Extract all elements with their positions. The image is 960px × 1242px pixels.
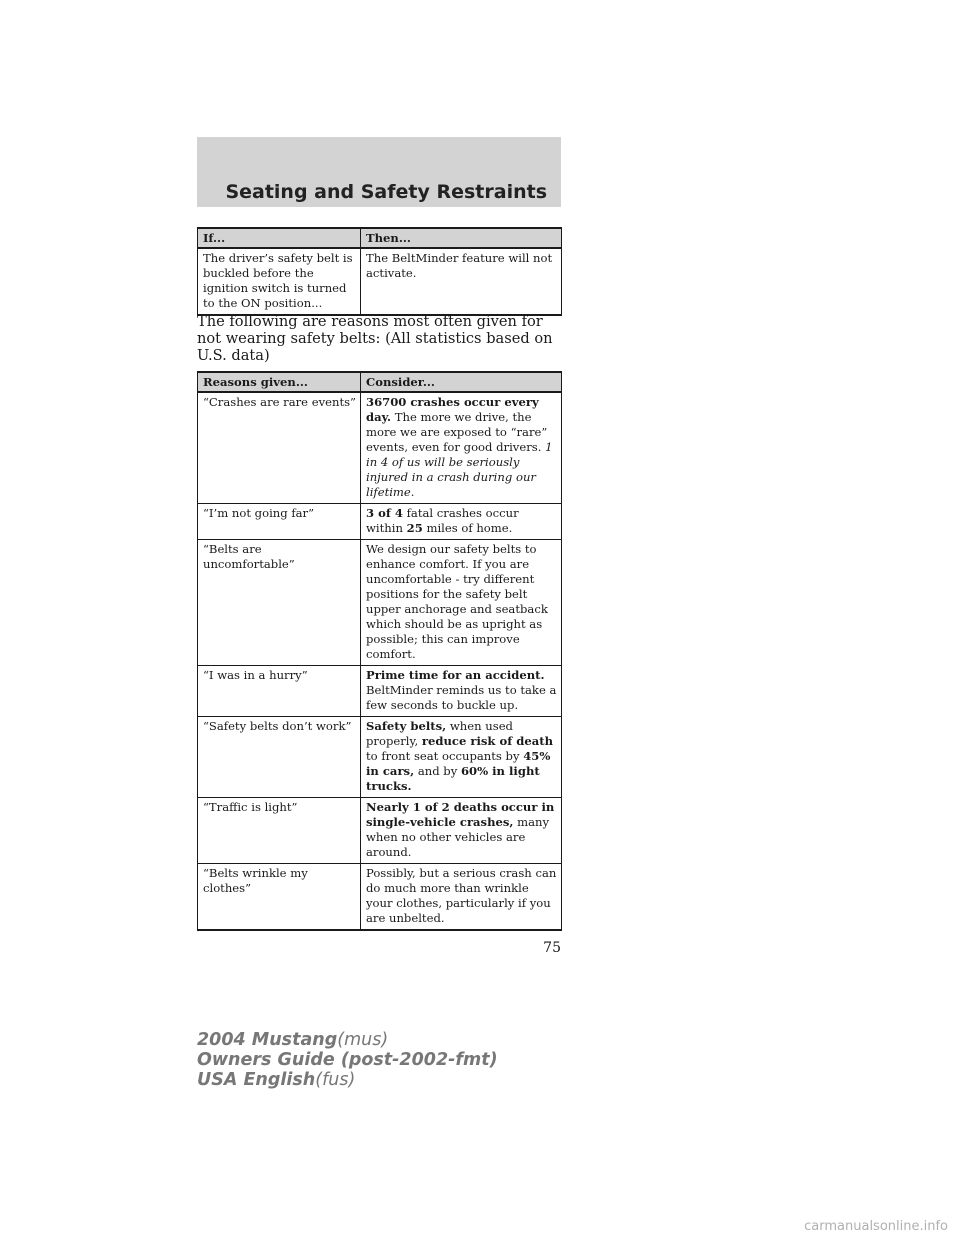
table-row — [198, 864, 562, 931]
consider-cell — [361, 392, 562, 504]
page-number: 75 — [543, 940, 561, 956]
consider-cell — [361, 798, 562, 864]
beltminder-condition-table — [197, 227, 562, 316]
consider-text: 60% in light trucks. — [366, 764, 540, 793]
section-title: Seating and Safety Restraints — [225, 181, 547, 203]
reasons-table-body — [198, 392, 562, 930]
consider-text: Nearly 1 of 2 deaths occur in single-vehicle crashes, — [366, 800, 555, 829]
consider-text: and by — [417, 764, 458, 778]
header-band — [197, 137, 561, 207]
footer-line-guide — [197, 1050, 498, 1070]
table-row — [198, 248, 562, 315]
consider-text: Safety belts, — [366, 719, 447, 733]
consider-cell — [361, 504, 562, 540]
column-header-consider: Consider... — [361, 372, 562, 392]
consider-cell — [361, 864, 562, 931]
reason-cell: “Safety belts don’t work” — [198, 717, 361, 798]
condition-cell: The driver’s safety belt is buckled before the ignition switch is turned to the ON position... — [198, 248, 361, 315]
footer-guide: Owners Guide (post-2002-fmt) — [197, 1050, 498, 1070]
consider-text: 45% in cars, — [366, 749, 551, 778]
footer-line-language — [197, 1070, 498, 1090]
column-header-reasons: Reasons given... — [198, 372, 361, 392]
consider-text: We design our safety belts to enhance comfort. If you are uncomfortable - try different positions for the safety belt upper anchorage and seatback which should be as upright as possible; this can improve comfort. — [366, 542, 548, 661]
footer-language: USA English — [197, 1070, 316, 1090]
consider-cell — [361, 666, 562, 717]
table-row — [198, 392, 562, 504]
footer-line-model — [197, 1030, 498, 1050]
table-row — [198, 717, 562, 798]
document-footer — [197, 1030, 498, 1090]
table-row — [198, 504, 562, 540]
consider-text: miles of home. — [426, 521, 513, 535]
consider-text: 36700 crashes occur every day. — [366, 395, 539, 424]
consider-text: Prime time for an accident. — [366, 668, 545, 682]
consider-text: 1 in 4 of us will be seriously injured in a crash during our lifetime. — [366, 440, 553, 499]
reason-cell: “Traffic is light” — [198, 798, 361, 864]
column-header-if: If... — [198, 228, 361, 248]
reason-cell: “I was in a hurry” — [198, 666, 361, 717]
consider-cell — [361, 717, 562, 798]
table-header-row — [198, 228, 562, 248]
consider-text: 3 of 4 — [366, 506, 403, 520]
footer-model-code: (mus) — [337, 1030, 389, 1050]
reason-cell: “Belts wrinkle my clothes” — [198, 864, 361, 931]
consider-text: The more we drive, the more we are exposed to “rare” events, even for good drivers. — [366, 410, 548, 454]
table-row — [198, 540, 562, 666]
watermark: carmanualsonline.info — [804, 1219, 948, 1234]
consider-text: Possibly, but a serious crash can do much more than wrinkle your clothes, particularly if you are unbelted. — [366, 866, 557, 925]
consider-text: when used properly, — [366, 719, 513, 748]
reason-cell: “Belts are uncomfortable” — [198, 540, 361, 666]
column-header-then: Then... — [361, 228, 562, 248]
intro-paragraph: The following are reasons most often given for not wearing safety belts: (All statistics based on U.S. data) — [197, 313, 553, 364]
table-row — [198, 666, 562, 717]
consider-text: to front seat occupants by — [366, 749, 520, 763]
reason-cell: “Crashes are rare events” — [198, 392, 361, 504]
table-header-row — [198, 372, 562, 392]
footer-model: 2004 Mustang — [197, 1030, 338, 1050]
table-row — [198, 798, 562, 864]
reasons-table — [197, 371, 562, 931]
result-cell: The BeltMinder feature will not activate. — [361, 248, 562, 315]
consider-text: BeltMinder reminds us to take a few seconds to buckle up. — [366, 683, 557, 712]
consider-text: fatal crashes occur within — [366, 506, 519, 535]
consider-text: many when no other vehicles are around. — [366, 815, 550, 859]
consider-text: 25 — [406, 521, 423, 535]
consider-cell — [361, 540, 562, 666]
footer-language-code: (fus) — [315, 1070, 356, 1090]
reason-cell: “I’m not going far” — [198, 504, 361, 540]
consider-text: reduce risk of death — [421, 734, 553, 748]
